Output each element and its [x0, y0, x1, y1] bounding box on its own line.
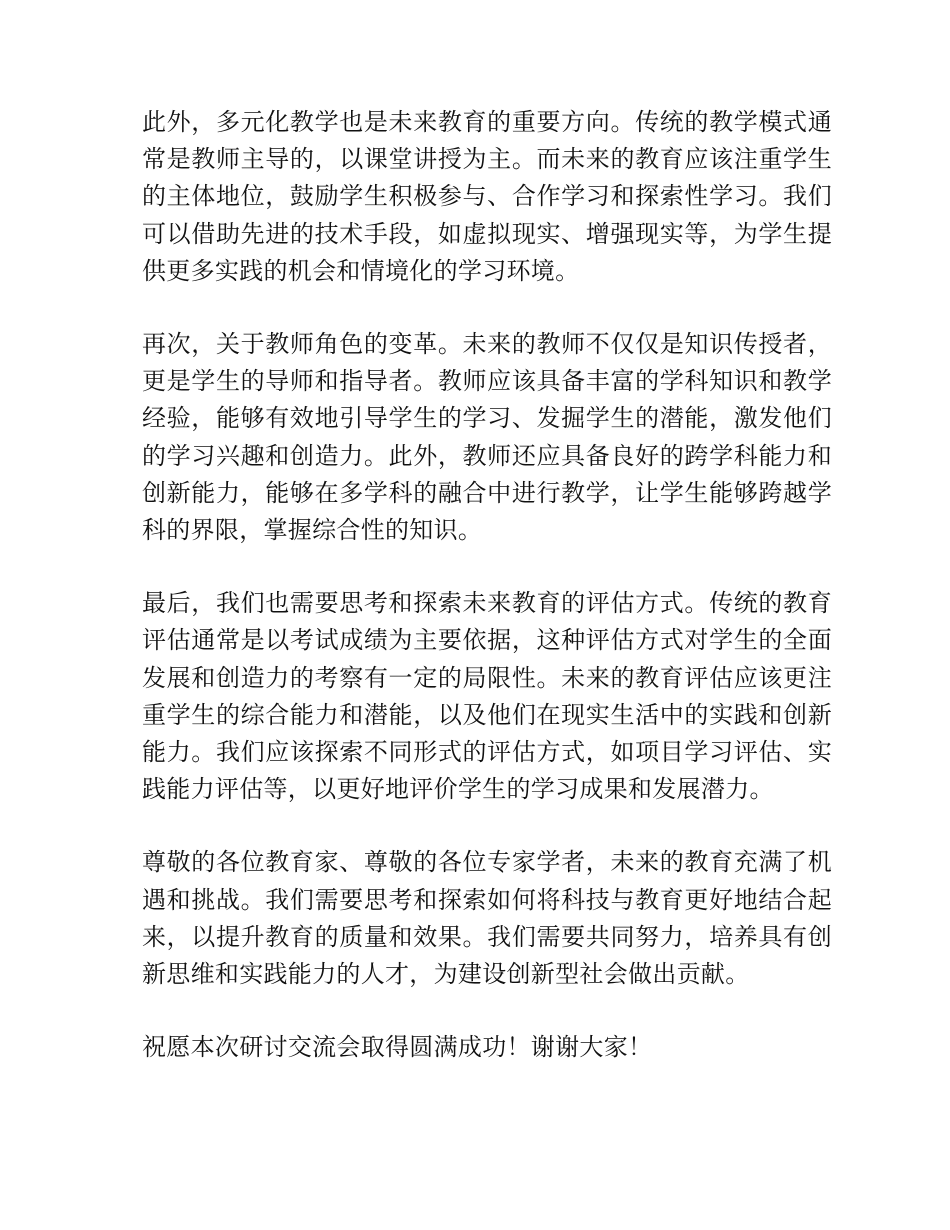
document-body	[142, 104, 832, 1102]
paragraph-teacher-role: 再次，关于教师角色的变革。未来的教师不仅仅是知识传授者，更是学生的导师和指导者。教师应该具备丰富的学科知识和教学经验，能够有效地引导学生的学习、发掘学生的潜能，激发他们的学习兴趣和创造力。此外，教师还应具备良好的跨学科能力和创新能力，能够在多学科的融合中进行教学，让学生能够跨越学科的界限，掌握综合性的知识。	[142, 330, 832, 545]
paragraph-diversified-teaching: 此外，多元化教学也是未来教育的重要方向。传统的教学模式通常是教师主导的，以课堂讲授为主。而未来的教育应该注重学生的主体地位，鼓励学生积极参与、合作学习和探索性学习。我们可以借助先进的技术手段，如虚拟现实、增强现实等，为学生提供更多实践的机会和情境化的学习环境。	[142, 108, 832, 285]
paragraph-closing-remarks: 尊敬的各位教育家、尊敬的各位专家学者，未来的教育充满了机遇和挑战。我们需要思考和探索如何将科技与教育更好地结合起来，以提升教育的质量和效果。我们需要共同努力，培养具有创新思维和实践能力的人才，为建设创新型社会做出贡献。	[142, 848, 832, 989]
paragraph-evaluation-methods: 最后，我们也需要思考和探索未来教育的评估方式。传统的教育评估通常是以考试成绩为主要依据，这种评估方式对学生的全面发展和创造力的考察有一定的局限性。未来的教育评估应该更注重学生的综合能力和潜能，以及他们在现实生活中的实践和创新能力。我们应该探索不同形式的评估方式，如项目学习评估、实践能力评估等，以更好地评价学生的学习成果和发展潜力。	[142, 589, 832, 804]
paragraph-wishes: 祝愿本次研讨交流会取得圆满成功！谢谢大家！	[142, 1033, 653, 1062]
